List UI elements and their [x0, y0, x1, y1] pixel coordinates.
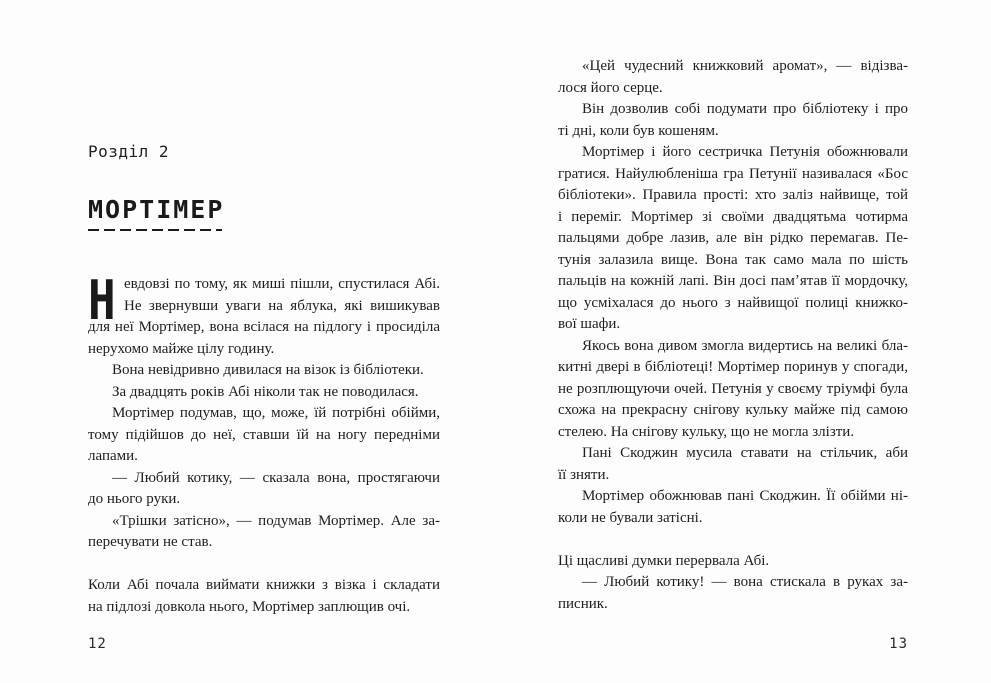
right-page-text [558, 56, 908, 615]
chapter-heading [88, 142, 224, 231]
text-line: Не звернувши уваги на яблука, які вишикував [124, 297, 440, 314]
text-line: тунія залазила вище. Вона так само мала по шість [558, 251, 908, 268]
paragraph [558, 551, 908, 573]
text-line: За двадцять років Абі ніколи так не поводилася. [112, 383, 419, 400]
drop-cap: Н [88, 269, 116, 332]
text-line: до нього руки. [88, 491, 181, 507]
text-line: «Трішки затісно», — подумав Мортімер. Але за- [112, 512, 440, 529]
paragraph [558, 443, 908, 486]
text-line: гратися. Найулюбленіша гра Петунії називалася «Бос [558, 165, 908, 182]
paragraph [558, 99, 908, 142]
text-line: Мортімер подумав, що, може, їй потрібні обійми, [112, 405, 440, 421]
text-line: Ці щасливі думки перервала Абі. [558, 552, 770, 569]
paragraph [88, 403, 440, 468]
text-line: її зняти. [558, 466, 610, 483]
text-line: лапами. [88, 448, 138, 464]
text-line: Пані Скоджин мусила ставати на стільчик, аби [582, 445, 908, 461]
text-line: коли не бували затісні. [558, 509, 703, 526]
paragraph [558, 56, 908, 99]
paragraph [88, 468, 440, 511]
text-line: — Любий котику! — вона стискала в руках за- [582, 574, 908, 590]
text-line: — Любий котику, — сказала вона, простягаючи [112, 469, 440, 486]
text-line: Мортімер і його сестричка Петунія обожнювали [582, 144, 908, 160]
text-line: бібліотеки». Правила прості: хто заліз найвище, той [558, 187, 908, 203]
text-line: для неї Мортімер, вона всілася на підлогу і просиділа [88, 319, 440, 335]
text-line: китні двері в бібліотеці! Мортімер поринув у спогади, [558, 359, 908, 375]
text-line: Якось вона дивом змогла видертись на великі бла- [582, 337, 908, 354]
text-line: схожа на прекрасну снігову кульку майже під самою [558, 402, 908, 418]
text-line: на підлозі довкола нього, Мортімер заплющив очі. [88, 598, 411, 615]
text-line: евдовзі по тому, як миші пішли, спустилася Абі. [124, 276, 440, 292]
paragraph [558, 486, 908, 529]
text-line: Вона невідривно дивилася на візок із бібліотеки. [112, 362, 424, 378]
text-line: не розплющуючи очей. Петунія у своєму тріумфі була [558, 380, 908, 397]
text-line: нерухомо майже цілу годину. [88, 340, 275, 357]
text-line: Мортімер обожнював пані Скоджин. Її обійми ні- [582, 488, 908, 504]
page-number-right: 13 [889, 636, 908, 652]
paragraph [88, 511, 440, 554]
page-number-left: 12 [88, 636, 107, 652]
text-line: перечувати не став. [88, 534, 213, 550]
paragraph [88, 382, 440, 404]
paragraph [558, 572, 908, 615]
paragraph [88, 360, 440, 382]
text-line: стелею. На снігову кульку, що не могла злізти. [558, 423, 855, 440]
text-line: «Цей чудесний книжковий аромат», — відізва- [582, 58, 908, 74]
text-line: пальців на кожній лапі. Він досі памʼятав її мордочку, [558, 273, 908, 289]
text-line: вої шафи. [558, 316, 621, 332]
paragraph [88, 575, 440, 618]
text-line: тому підійшов до неї, ставши їй на ногу передніми [88, 426, 440, 443]
text-line: ті дні, коли був кошеням. [558, 122, 719, 139]
text-line: писник. [558, 595, 608, 612]
text-line: лося його серце. [558, 79, 663, 96]
text-line: і переміг. Мортімер зі своїми двадцятьма чотирма [558, 208, 908, 225]
text-line: Коли Абі почала виймати книжки з візка і складати [88, 577, 440, 593]
paragraph [558, 336, 908, 444]
chapter-title: МОРТІМЕР [88, 198, 224, 231]
chapter-label: Розділ 2 [88, 142, 170, 161]
text-line: що усміхалася до нього з найвищої полиці книжко- [558, 294, 908, 311]
text-line: Він дозволив собі подумати про бібліотеку і про [582, 101, 908, 117]
left-page-text [88, 269, 440, 618]
paragraph [558, 142, 908, 336]
text-line: пальцями добре лазив, але він рідко перемагав. Пе- [558, 230, 908, 246]
paragraph [88, 269, 440, 360]
